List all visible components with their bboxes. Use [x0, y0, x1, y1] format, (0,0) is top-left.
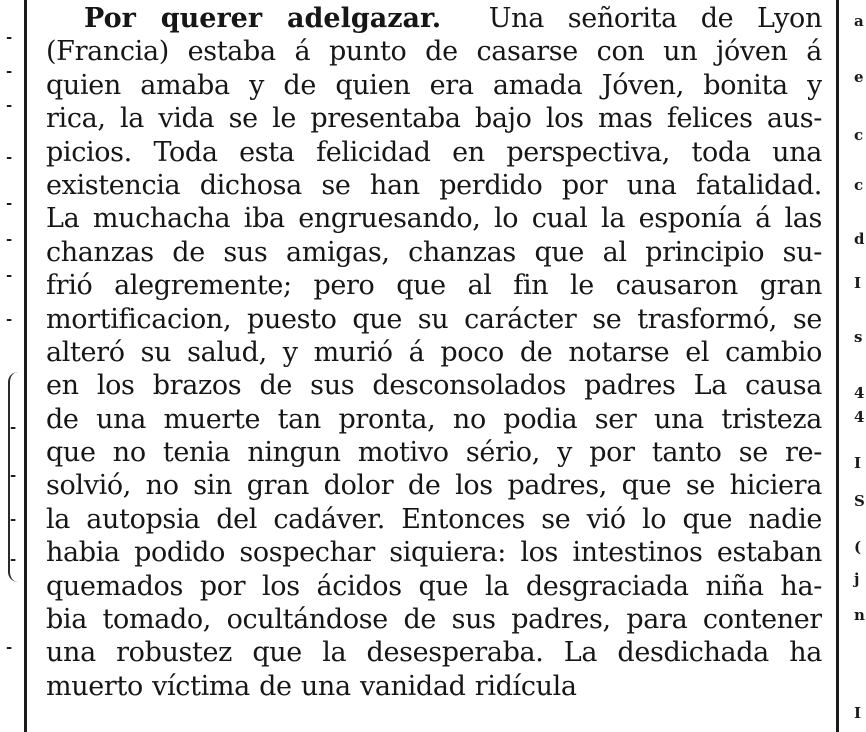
right-fragment: a [854, 12, 864, 30]
article-line: habia podido sospechar siquiera: los intestinos estaban [46, 537, 822, 569]
article-line: picios. Toda esta felicidad en perspectiva, toda una [46, 136, 822, 168]
article-line: en los brazos de sus desconsolados padres La causa [46, 370, 822, 402]
article-line: (Francia) estaba á punto de casarse con un jóven á [46, 36, 822, 68]
left-fragment: - [6, 28, 13, 46]
right-column-rule [836, 0, 839, 732]
right-fragment: c [854, 126, 864, 144]
left-fragment: - [6, 62, 13, 80]
left-fragment: - [10, 550, 17, 568]
margin-bracket [8, 372, 22, 582]
right-fragment: e [854, 68, 864, 86]
left-column-fragment [0, 0, 22, 732]
article-line: alteró su salud, y murió á poco de notarse el cambio [46, 336, 822, 368]
article-line: existencia dichosa se han perdido por una fatalidad. [46, 169, 822, 201]
left-fragment: - [6, 310, 13, 328]
left-fragment: - [6, 266, 13, 284]
right-fragment: d [854, 230, 865, 248]
right-fragment: c [854, 176, 864, 194]
left-fragment: - [6, 96, 13, 114]
article-line: una robustez que la desesperaba. La desdichada ha [46, 637, 822, 669]
right-fragment: j [854, 570, 860, 588]
article-line-last: muerto víctima de una vanidad ridícula [46, 670, 577, 702]
left-fragment: - [6, 230, 13, 248]
article-line: rica, la vida se le presentaba bajo los mas felices aus- [46, 103, 822, 135]
article-line [46, 2, 822, 35]
right-fragment: n [854, 606, 865, 624]
left-column-rule [24, 0, 27, 732]
article-body [46, 2, 822, 703]
left-fragment: - [10, 510, 17, 528]
left-fragment: - [10, 418, 17, 436]
article-line: que no tenia ningun motivo sério, y por tanto se re- [46, 437, 822, 469]
left-fragment: - [10, 466, 17, 484]
right-fragment: I [854, 454, 862, 472]
article-first-line-text: Una señorita de Lyon [488, 3, 822, 34]
article-line: mortificacion, puesto que su carácter se trasformó, se [46, 303, 822, 335]
right-fragment: 4 [854, 384, 865, 402]
article-line: solvió, no sin gran dolor de los padres, que se hiciera [46, 470, 822, 502]
article-line: de una muerte tan pronta, no podia ser una tristeza [46, 403, 822, 435]
article-line: bia tomado, ocultándose de sus padres, para contener [46, 604, 822, 636]
article-title: Por querer adelgazar. [84, 3, 442, 34]
right-column-fragment [842, 0, 866, 732]
article-line: chanzas de sus amigas, chanzas que al principio su- [46, 236, 822, 268]
article-line: La muchacha iba engruesando, lo cual la esponía á las [46, 203, 822, 235]
article-line: frió alegremente; pero que al fin le causaron gran [46, 270, 822, 302]
right-fragment: s [854, 328, 863, 346]
right-fragment: ( [854, 538, 862, 556]
right-fragment: I [854, 704, 862, 722]
left-fragment: - [6, 638, 13, 656]
article-line: quien amaba y de quien era amada Jóven, bonita y [46, 69, 822, 101]
right-fragment: I [854, 274, 862, 292]
left-fragment: - [6, 194, 13, 212]
article-line: quemados por los ácidos que la desgraciada niña ha- [46, 570, 822, 602]
article-line: la autopsia del cadáver. Entonces se vió lo que nadie [46, 503, 822, 535]
right-fragment: 4 [854, 408, 865, 426]
left-fragment: - [6, 148, 13, 166]
right-fragment: S [854, 492, 865, 510]
